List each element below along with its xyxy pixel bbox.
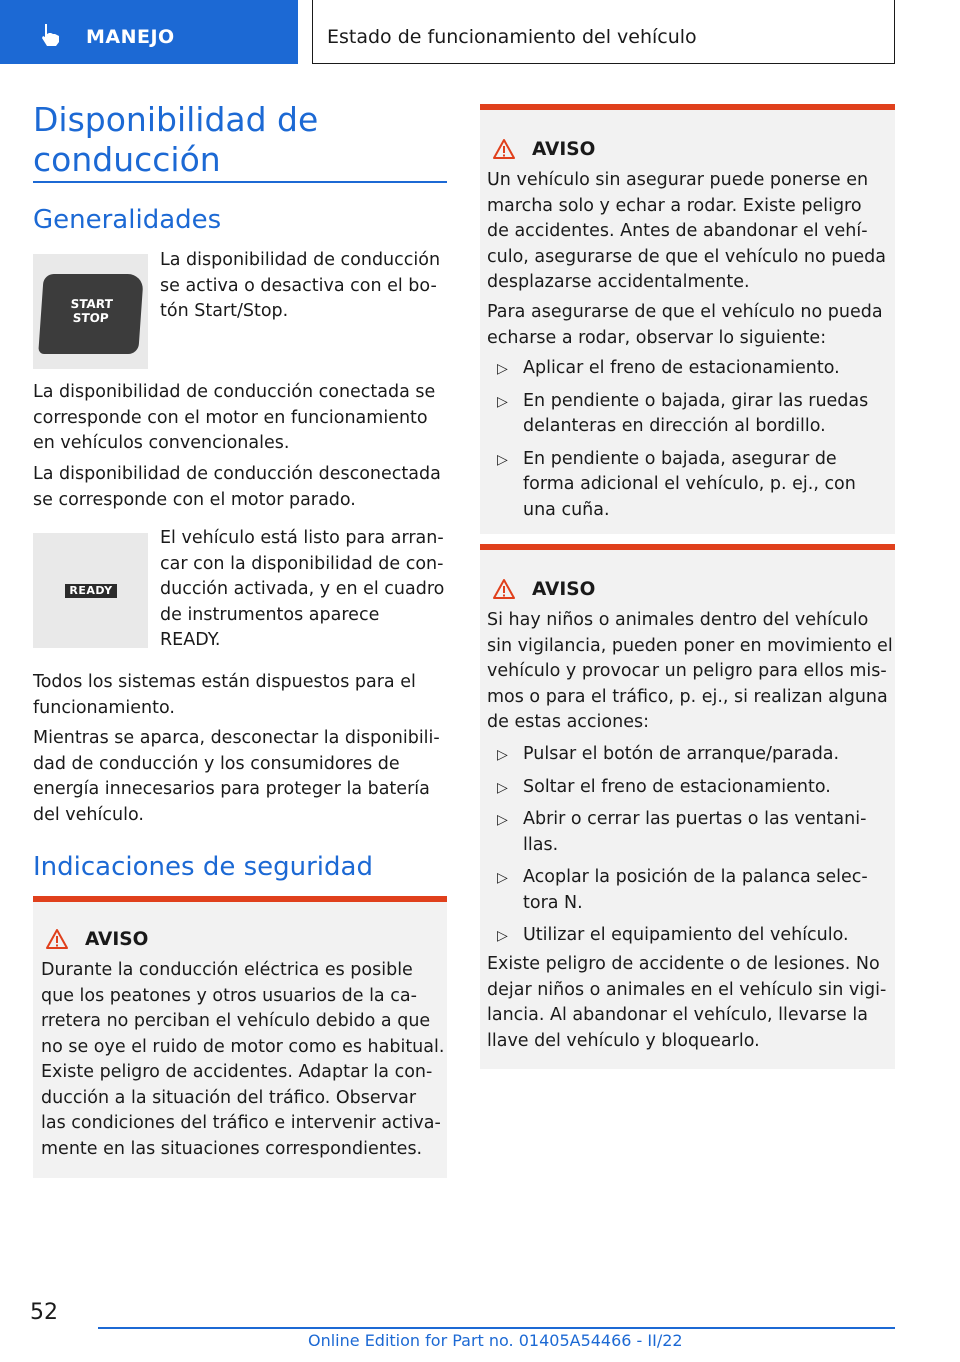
paragraph-4: Mientras se aparca, desconectar la disponibili- dad de conducción y los consumidores de energía innecesarios para proteger la batería del vehículo. bbox=[33, 728, 440, 825]
page-title-line-1: Disponibilidad de bbox=[33, 100, 319, 139]
list-item: ▷ Acoplar la posición de la palanca selec- tora N. bbox=[497, 867, 868, 913]
intro-paragraph: La disponibilidad de conducción se activa o desactiva con el bo- tón Start/Stop. bbox=[160, 250, 441, 321]
warning-box-vehicle-roll bbox=[480, 104, 895, 534]
list-item: ▷ Aplicar el freno de estacionamiento. bbox=[487, 356, 887, 382]
list-item: ▷ Abrir o cerrar las puertas o las ventani- llas. bbox=[497, 809, 867, 855]
start-label: START bbox=[70, 297, 114, 311]
bullet-triangle-icon: ▷ bbox=[497, 393, 508, 410]
subtitle-seguridad: Indicaciones de seguridad bbox=[33, 852, 373, 882]
warning-text: Durante la conducción eléctrica es posible que los peatones y otros usuarios de la ca- rretera no perciban el vehículo debido a que no se oye el ruido de motor como es habitual. Existe peligro de accidentes. Adaptar la con- ducción a la situación del tráfico. Observar las condiciones del tráfico e intervenir activa- mente en las situaciones correspondientes. bbox=[41, 960, 445, 1159]
warning-text: Un vehículo sin asegurar puede ponerse en marcha solo y echar a rodar. Existe peligro de accidentes. Antes de abandonar el vehí- culo, asegurarse de que el vehículo no pueda desplazarse accidentalmente. bbox=[487, 170, 887, 292]
section-header bbox=[312, 0, 895, 64]
warning-text-2: Existe peligro de accidente o de lesiones. No dejar niños o animales en el vehículo sin vigi- lancia. Al abandonar el vehículo, llevarse la llave del vehículo y bloquearlo. bbox=[487, 954, 887, 1051]
bullet-triangle-icon: ▷ bbox=[497, 779, 508, 796]
paragraph-3: Todos los sistemas están dispuestos para el funcionamiento. bbox=[33, 672, 416, 718]
warning-box-left bbox=[33, 896, 447, 1178]
chapter-label: MANEJO bbox=[86, 26, 175, 48]
bullet-triangle-icon: ▷ bbox=[497, 870, 508, 886]
footer-edition: Online Edition for Part no. 01405A54466 - II/22 bbox=[308, 1331, 683, 1350]
paragraph-2: La disponibilidad de conducción desconectada se corresponde con el motor parado. bbox=[33, 464, 441, 510]
warning-title: AVISO bbox=[532, 138, 596, 160]
list-item: ▷ Pulsar el botón de arranque/parada. bbox=[487, 742, 887, 768]
start-stop-image bbox=[33, 254, 148, 369]
warning-title: AVISO bbox=[532, 578, 596, 600]
paragraph-1: La disponibilidad de conducción conectada se corresponde con el motor en funcionamiento en vehículos convencionales. bbox=[33, 382, 436, 453]
page-title-line-2: conducción bbox=[33, 140, 221, 179]
warning-header bbox=[492, 578, 595, 600]
precaution-list bbox=[487, 356, 887, 523]
ready-image bbox=[33, 533, 148, 648]
warning-triangle-icon bbox=[492, 578, 516, 600]
stop-label: STOP bbox=[72, 311, 110, 325]
footer-rule bbox=[98, 1327, 895, 1329]
warning-triangle-icon bbox=[492, 138, 516, 160]
ready-indicator: READY bbox=[65, 584, 117, 598]
subtitle-generalidades: Generalidades bbox=[33, 205, 222, 235]
start-stop-button-icon bbox=[38, 274, 144, 354]
bullet-triangle-icon: ▷ bbox=[497, 451, 508, 468]
section-title: Estado de funcionamiento del vehículo bbox=[327, 26, 697, 48]
warning-text-2: Para asegurarse de que el vehículo no pueda echarse a rodar, observar lo siguiente: bbox=[487, 302, 883, 348]
warning-header bbox=[45, 928, 148, 950]
bullet-triangle-icon: ▷ bbox=[497, 747, 508, 763]
list-item: ▷ En pendiente o bajada, girar las ruedas delanteras en dirección al bordillo. bbox=[497, 390, 869, 436]
hand-pointer-icon bbox=[38, 22, 64, 48]
warning-header bbox=[492, 138, 595, 160]
list-item: ▷ Soltar el freno de estacionamiento. bbox=[487, 775, 887, 801]
bullet-triangle-icon: ▷ bbox=[497, 812, 508, 828]
list-item: ▷ En pendiente o bajada, asegurar de forma adicional el vehículo, p. ej., con una cuña. bbox=[497, 448, 856, 520]
warning-triangle-icon bbox=[45, 928, 69, 950]
ready-paragraph: El vehículo está listo para arran- car con la disponibilidad de con- ducción activada, y en el cuadro de instrumentos aparece READY. bbox=[160, 528, 445, 650]
chapter-tab[interactable] bbox=[0, 0, 298, 64]
action-list bbox=[487, 742, 887, 949]
warning-title: AVISO bbox=[85, 928, 149, 950]
warning-box-children bbox=[480, 544, 895, 1069]
bullet-triangle-icon: ▷ bbox=[497, 361, 508, 377]
page-title bbox=[33, 100, 318, 180]
title-rule bbox=[33, 181, 447, 183]
bullet-triangle-icon: ▷ bbox=[497, 928, 508, 944]
list-item: ▷ Utilizar el equipamiento del vehículo. bbox=[487, 923, 887, 949]
page-number: 52 bbox=[30, 1300, 58, 1325]
warning-text: Si hay niños o animales dentro del vehículo sin vigilancia, pueden poner en movimiento el vehículo y provocar un peligro para ellos mis- mos o para el tráfico, p. ej., si realizan alguna de estas acciones: bbox=[487, 610, 893, 732]
